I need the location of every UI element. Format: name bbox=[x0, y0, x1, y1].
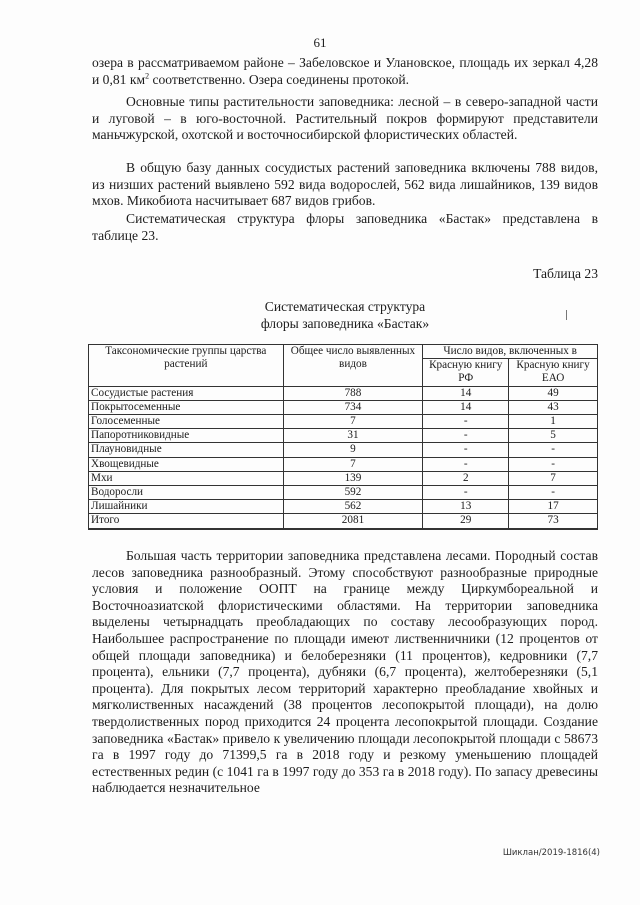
row-rf: - bbox=[423, 457, 509, 471]
table-label: Таблица 23 bbox=[533, 266, 598, 281]
row-name: Голосеменные bbox=[89, 415, 284, 429]
row-eao: 5 bbox=[509, 429, 598, 443]
table-caption-line2: флоры заповедника «Бастак» bbox=[260, 316, 430, 331]
paragraph-species-database: В общую базу данных сосудистых растений заповедника включены 788 видов, из низших растений выявлено 592 вида водорослей, 562 вида лишайников, 139 видов мхов. Микобиота насчитывает 687 видов грибов. bbox=[92, 160, 598, 209]
row-eao: 73 bbox=[509, 514, 598, 529]
table-row bbox=[89, 471, 598, 485]
row-name: Сосудистые растения bbox=[89, 386, 284, 400]
table-row bbox=[89, 429, 598, 443]
row-total: 31 bbox=[283, 429, 423, 443]
table-caption bbox=[92, 298, 598, 332]
row-name: Хвощевидные bbox=[89, 457, 284, 471]
row-eao: - bbox=[509, 443, 598, 457]
row-total: 2081 bbox=[283, 514, 423, 529]
header-total-species: Общее число выявленных видов bbox=[283, 345, 423, 387]
row-rf: 14 bbox=[423, 400, 509, 414]
row-name: Мхи bbox=[89, 471, 284, 485]
row-total: 562 bbox=[283, 500, 423, 514]
row-name: Плауновидные bbox=[89, 443, 284, 457]
table-row bbox=[89, 457, 598, 471]
row-rf: 13 bbox=[423, 500, 509, 514]
row-rf: 14 bbox=[423, 386, 509, 400]
table-row bbox=[89, 415, 598, 429]
header-taxonomic-group: Таксономические группы царства растений bbox=[89, 345, 284, 387]
row-rf: - bbox=[423, 429, 509, 443]
row-eao: 7 bbox=[509, 471, 598, 485]
paragraph-lakes-text: озера в рассматриваемом районе – Забеловское и Улановское, площадь их зеркал 4,28 и 0,81 км bbox=[92, 55, 598, 87]
paragraph-vegetation: Основные типы растительности заповедника: лесной – в северо-западной части и луговой – в юго-восточной. Растительный покров формируют представители маньчжурской, охотской и восточносибирской флористических областей. bbox=[92, 94, 598, 143]
flora-structure-table bbox=[88, 344, 598, 530]
table-header-row bbox=[89, 345, 598, 359]
row-name: Водоросли bbox=[89, 486, 284, 500]
row-name: Покрытосеменные bbox=[89, 400, 284, 414]
table-row bbox=[89, 500, 598, 514]
row-eao: 49 bbox=[509, 386, 598, 400]
row-total: 139 bbox=[283, 471, 423, 485]
row-rf: - bbox=[423, 415, 509, 429]
row-eao: - bbox=[509, 486, 598, 500]
row-rf: 29 bbox=[423, 514, 509, 529]
row-rf: - bbox=[423, 443, 509, 457]
table-total-row bbox=[89, 514, 598, 529]
table-row bbox=[89, 486, 598, 500]
paragraph-lakes bbox=[92, 55, 598, 88]
row-name: Итого bbox=[89, 514, 284, 529]
row-total: 592 bbox=[283, 486, 423, 500]
row-rf: - bbox=[423, 486, 509, 500]
row-rf: 2 bbox=[423, 471, 509, 485]
table-row bbox=[89, 400, 598, 414]
row-total: 9 bbox=[283, 443, 423, 457]
paragraph-forests: Большая часть территории заповедника представлена лесами. Породный состав лесов заповедника разнообразный. Этому способствуют разнообразные природные условия и положение ООПТ на границе между Циркумбореальной и Восточноазиатской флористическими областями. На территории заповедника выделены четырнадцать преобладающих по составу лесообразующих пород. Наибольшее распространение по площади имеют лиственничники (12 процентов от общей площади заповедника) и белоберезняки (11 процентов), кедровники (7,7 процента), ельники (7,7 процента), дубняки (6,7 процента), желтоберезняки (5,1 процента). Для покрытых лесом территорий характерно преобладание хвойных и мягколиственных насаждений (38 процентов лесопокрытой площади), на долю твердолиственных пород приходится 24 процента лесопокрытой площади. Создание заповедника «Бастак» привело к увеличению площади лесопокрытой площади с 58673 га в 1997 году до 71399,5 га в 2018 году и резкому уменьшению площадей естественных редин (с 1041 га в 1997 году до 353 га в 2018 году). По запасу древесины наблюдается незначительное bbox=[92, 548, 598, 796]
row-name: Лишайники bbox=[89, 500, 284, 514]
header-red-book-rf: Красную книгу РФ bbox=[423, 359, 509, 386]
row-name: Папоротниковидные bbox=[89, 429, 284, 443]
row-eao: 17 bbox=[509, 500, 598, 514]
table-row bbox=[89, 443, 598, 457]
scan-mark bbox=[566, 310, 567, 320]
header-red-book-eao: Красную книгу ЕАО bbox=[509, 359, 598, 386]
superscript-2: 2 bbox=[145, 71, 150, 81]
table-caption-line1: Систематическая структура bbox=[264, 299, 426, 314]
footer-code: Шиклан/2019-1816(4) bbox=[502, 848, 600, 858]
row-eao: 1 bbox=[509, 415, 598, 429]
row-total: 7 bbox=[283, 415, 423, 429]
page-number: 61 bbox=[313, 35, 327, 50]
header-red-books: Число видов, включенных в bbox=[423, 345, 598, 359]
row-total: 7 bbox=[283, 457, 423, 471]
paragraph-lakes-tail: соответственно. Озера соединены протокой. bbox=[149, 71, 410, 87]
row-eao: 43 bbox=[509, 400, 598, 414]
table-row bbox=[89, 386, 598, 400]
paragraph-table-reference: Систематическая структура флоры заповедника «Бастак» представлена в таблице 23. bbox=[92, 211, 598, 243]
row-total: 734 bbox=[283, 400, 423, 414]
row-eao: - bbox=[509, 457, 598, 471]
row-total: 788 bbox=[283, 386, 423, 400]
